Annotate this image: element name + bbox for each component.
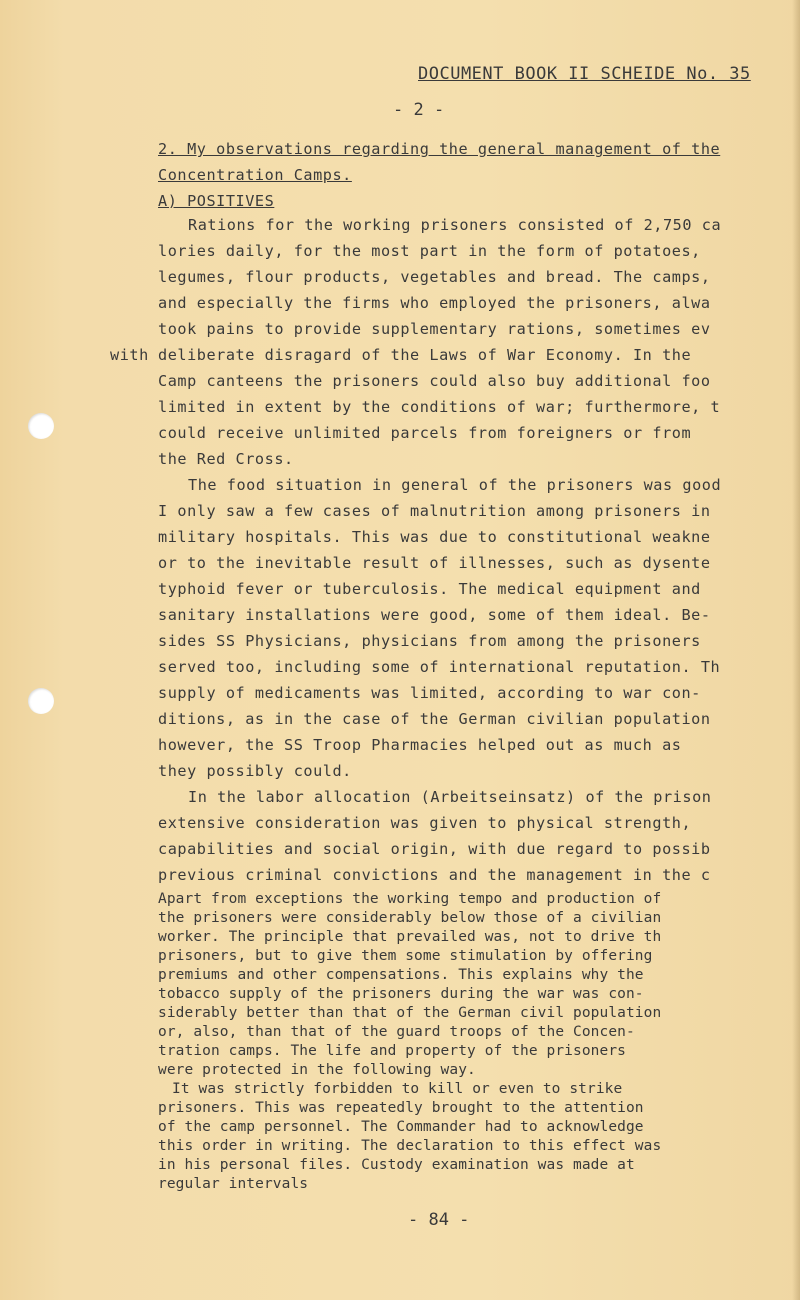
text-line: or to the inevitable result of illnesses, such as dysente [158, 554, 711, 572]
punch-hole [28, 688, 54, 714]
text-line: capabilities and social origin, with due regard to possib [158, 840, 711, 858]
text-line: Camp canteens the prisoners could also buy additional foo [158, 372, 711, 390]
text-line: served too, including some of international reputation. Th [158, 658, 721, 676]
text-line: sides SS Physicians, physicians from among the prisoners [158, 632, 701, 650]
text-line: legumes, flour products, vegetables and bread. The camps, [158, 268, 711, 286]
text-line: limited in extent by the conditions of war; furthermore, t [158, 398, 721, 416]
text-line: or, also, than that of the guard troops of the Concen- [158, 1024, 635, 1040]
page-number-top: - 2 - [393, 100, 445, 120]
text-line: the prisoners were considerably below those of a civilian [158, 910, 662, 926]
subsection-heading: A) POSITIVES [158, 192, 275, 210]
text-line: in his personal files. Custody examination was made at [158, 1157, 635, 1173]
text-line: the Red Cross. [158, 450, 294, 468]
text-line: siderably better than that of the German civil population [158, 1005, 662, 1021]
text-line: this order in writing. The declaration to this effect was [158, 1138, 662, 1154]
text-line: they possibly could. [158, 762, 352, 780]
text-line: extensive consideration was given to physical strength, [158, 814, 692, 832]
text-line: however, the SS Troop Pharmacies helped out as much as [158, 736, 682, 754]
text-line: The food situation in general of the prisoners was good [188, 476, 722, 494]
section-heading-cont: Concentration Camps. [158, 166, 352, 184]
text-line: Apart from exceptions the working tempo and production of [158, 891, 662, 907]
text-line: regular intervals [158, 1176, 309, 1192]
punch-hole [28, 413, 54, 439]
text-line: lories daily, for the most part in the form of potatoes, [158, 242, 701, 260]
text-line: deliberate disragard of the Laws of War Economy. In the [158, 346, 692, 364]
text-line: could receive unlimited parcels from foreigners or from [158, 424, 692, 442]
text-line: of the camp personnel. The Commander had to acknowledge [158, 1119, 644, 1135]
text-line: In the labor allocation (Arbeitseinsatz) of the prison [188, 788, 712, 806]
text-line: Rations for the working prisoners consisted of 2,750 ca [188, 216, 722, 234]
text-line: sanitary installations were good, some of them ideal. Be- [158, 606, 711, 624]
section-heading: 2. My observations regarding the general management of the [158, 140, 721, 158]
text-line: were protected in the following way. [158, 1062, 476, 1078]
text-line: tobacco supply of the prisoners during the war was con- [158, 986, 644, 1002]
text-line: supply of medicaments was limited, according to war con- [158, 684, 701, 702]
text-line: took pains to provide supplementary rations, sometimes ev [158, 320, 711, 338]
page-number-bottom: - 84 - [408, 1210, 470, 1230]
text-line: ditions, as in the case of the German civilian population [158, 710, 711, 728]
text-line: military hospitals. This was due to constitutional weakne [158, 528, 711, 546]
text-line: prisoners, but to give them some stimulation by offering [158, 948, 653, 964]
document-header: DOCUMENT BOOK II SCHEIDE No. 35 [418, 64, 751, 84]
text-line: typhoid fever or tuberculosis. The medical equipment and [158, 580, 701, 598]
page-edge [792, 0, 800, 1300]
text-line: worker. The principle that prevailed was, not to drive th [158, 929, 662, 945]
text-line: tration camps. The life and property of the prisoners [158, 1043, 626, 1059]
text-line: premiums and other compensations. This explains why the [158, 967, 644, 983]
text-line: previous criminal convictions and the management in the c [158, 866, 711, 884]
text-line: and especially the firms who employed the prisoners, alwa [158, 294, 711, 312]
margin-note: with [110, 346, 149, 364]
text-line: It was strictly forbidden to kill or even to strike [172, 1081, 623, 1097]
text-line: I only saw a few cases of malnutrition among prisoners in [158, 502, 711, 520]
text-line: prisoners. This was repeatedly brought to the attention [158, 1100, 644, 1116]
